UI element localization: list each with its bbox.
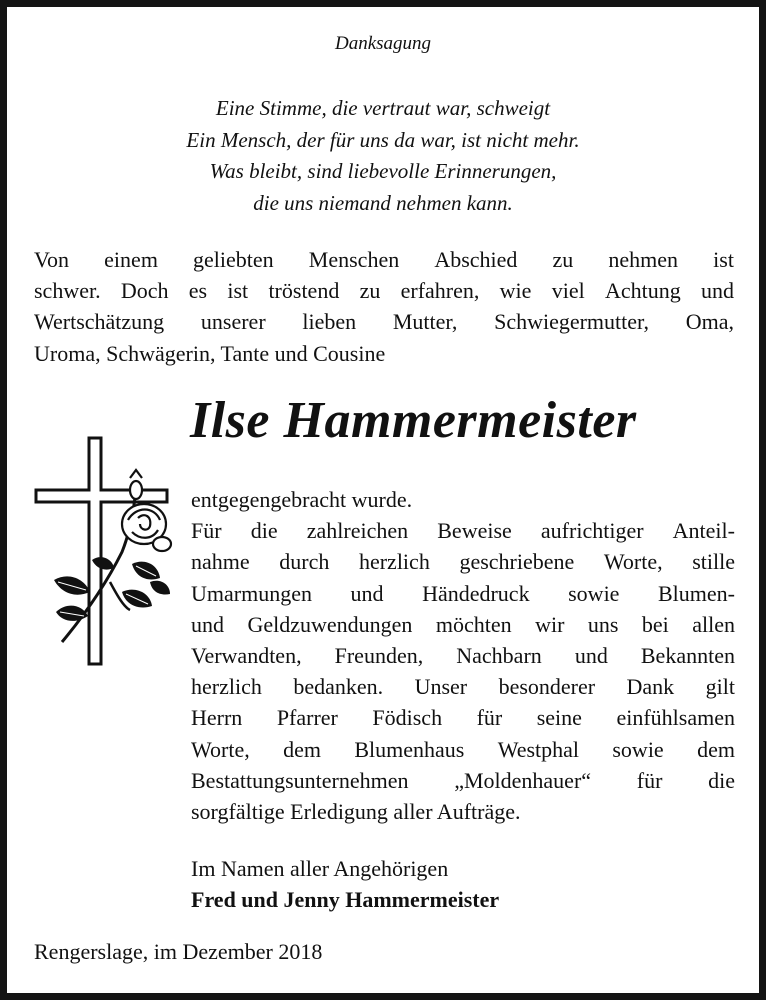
word: viel <box>551 278 585 304</box>
word: bedanken. <box>293 674 384 700</box>
poem-line: Was bleibt, sind liebevolle Erinnerungen, <box>209 159 557 183</box>
word: Worte, <box>603 549 663 575</box>
word: Bestattungsunternehmen <box>191 767 409 793</box>
heading: Danksagung <box>334 33 432 54</box>
word: zu <box>552 247 574 272</box>
word: einem <box>104 247 158 272</box>
word: aufrichtiger <box>540 518 644 544</box>
word: Födisch <box>372 705 443 731</box>
word: lieben <box>302 309 357 335</box>
word: für <box>636 767 663 793</box>
thanks-paragraph <box>191 484 735 827</box>
word: Freunden, <box>334 643 424 669</box>
word: möchten <box>435 611 512 637</box>
word: Abschied <box>434 247 518 272</box>
word: Beweise <box>437 518 512 544</box>
word: herzlich <box>358 549 430 575</box>
body-line <box>191 671 735 702</box>
word: uns <box>587 611 619 637</box>
word: besonderer <box>498 674 596 700</box>
word: und <box>191 611 224 637</box>
body-line <box>191 609 735 640</box>
word: Doch <box>120 278 169 304</box>
word: Von <box>34 247 70 272</box>
word: Dank <box>626 674 675 700</box>
body-line <box>191 578 735 609</box>
signature-intro: Im Namen aller Angehörigen <box>191 856 449 881</box>
word: Achtung <box>604 278 681 304</box>
poem-line: Ein Mensch, der für uns da war, ist nicht mehr. <box>186 127 580 152</box>
signature-names: Fred und Jenny Hammermeister <box>191 887 500 913</box>
word: Unser <box>414 674 468 700</box>
word: Schwiegermutter, <box>494 309 649 335</box>
word: ist <box>227 278 249 304</box>
word: für <box>476 705 503 731</box>
body-line: entgegengebracht wurde. <box>191 487 413 512</box>
word: die <box>708 767 735 793</box>
word: tröstend <box>268 278 340 304</box>
word: allen <box>692 611 735 637</box>
word: durch <box>279 549 330 575</box>
word: Worte, <box>191 736 250 762</box>
body-line <box>191 515 735 546</box>
word: bei <box>641 611 669 637</box>
word: Blumenhaus <box>354 736 465 762</box>
word: und <box>701 278 734 304</box>
place-date: Rengerslage, im Dezember 2018 <box>34 939 323 964</box>
word: Westphal <box>497 736 580 762</box>
word: geschriebene <box>459 549 575 575</box>
word: Händedruck <box>422 580 530 606</box>
deceased-name: Ilse Hammermeister <box>190 392 637 449</box>
word: Anteil- <box>672 518 735 544</box>
word: erfahren, <box>400 278 480 304</box>
intro-line: Uroma, Schwägerin, Tante und Cousine <box>34 340 386 366</box>
word: Herrn <box>191 705 243 731</box>
word: Nachbarn <box>456 643 542 669</box>
word: schwer. <box>34 278 101 304</box>
word: sowie <box>612 736 664 762</box>
word: herzlich <box>191 674 262 700</box>
word: Umarmungen <box>191 580 312 606</box>
word: Für <box>191 518 222 544</box>
word: Pfarrer <box>276 705 338 731</box>
body-line <box>191 640 735 671</box>
poem <box>7 93 759 219</box>
intro-paragraph <box>34 244 734 369</box>
word: dem <box>283 736 321 762</box>
intro-line <box>34 244 734 275</box>
word: Oma, <box>685 309 734 335</box>
word: Wertschätzung <box>34 309 165 335</box>
word: wie <box>499 278 532 304</box>
word: Geldzuwendungen <box>247 611 413 637</box>
intro-line <box>34 306 734 337</box>
word: es <box>188 278 208 304</box>
word: geliebten <box>193 247 274 272</box>
cross-with-rose-icon <box>32 432 177 672</box>
word: ist <box>713 247 734 272</box>
word: seine <box>536 705 582 731</box>
word: wir <box>535 611 565 637</box>
word: zu <box>359 278 381 304</box>
body-line <box>191 702 735 733</box>
word: dem <box>697 736 735 762</box>
word: und <box>574 643 608 669</box>
word: nahme <box>191 549 250 575</box>
body-line <box>191 734 735 765</box>
word: stille <box>692 549 735 575</box>
signature <box>191 853 499 915</box>
word: einfühlsamen <box>616 705 735 731</box>
word: Mutter, <box>392 309 458 335</box>
word: gilt <box>705 674 735 700</box>
word: nehmen <box>608 247 679 272</box>
word: Verwandten, <box>191 643 302 669</box>
intro-line <box>34 275 734 306</box>
word: Bekannten <box>640 643 735 669</box>
body-line <box>191 546 735 577</box>
word: sowie <box>568 580 620 606</box>
word: „Moldenhauer“ <box>454 767 592 793</box>
poem-line: Eine Stimme, die vertraut war, schweigt <box>215 96 551 120</box>
word: zahlreichen <box>306 518 409 544</box>
word: unserer <box>200 309 266 335</box>
word: Blumen- <box>658 580 735 606</box>
body-line: sorgfältige Erledigung aller Aufträge. <box>191 799 521 825</box>
word: Menschen <box>308 247 400 272</box>
word: die <box>250 518 278 544</box>
poem-line: die uns niemand nehmen kann. <box>253 190 513 215</box>
body-line <box>191 765 735 796</box>
word: und <box>350 580 384 606</box>
